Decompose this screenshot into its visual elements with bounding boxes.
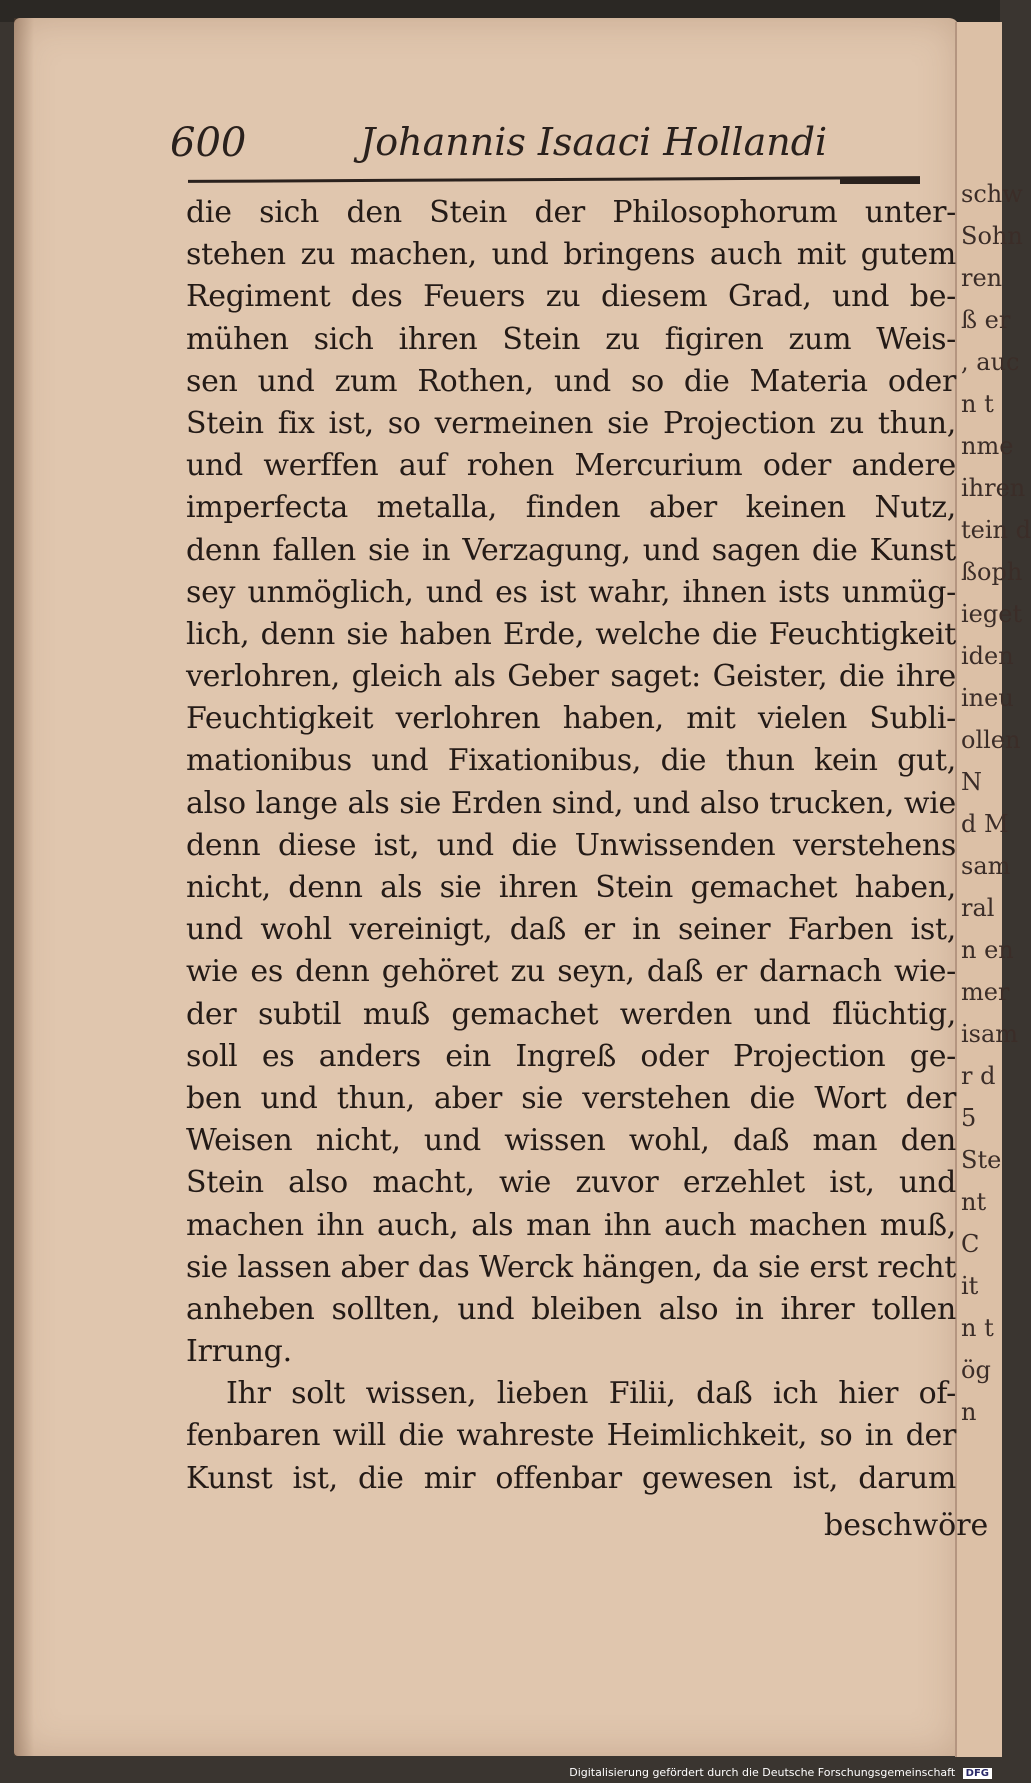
text-line: soll es anders ein Ingreß oder Projection ge- <box>186 1038 956 1074</box>
text-line: und wohl vereinigt, daß er in seiner Farben ist, <box>186 912 956 948</box>
text-line: fenbaren will die wahreste Heimlichkeit, so in der <box>186 1418 956 1454</box>
dfg-logo: DFG <box>963 1768 992 1779</box>
facing-page-fragment: ineu <box>961 684 1014 712</box>
text-line: machen ihn auch, als man ihn auch machen muß, <box>186 1207 956 1243</box>
text-line: Kunst ist, die mir offenbar gewesen ist, darum <box>186 1460 956 1496</box>
text-line: Feuchtigkeit verlohren haben, mit vielen Subli- <box>186 701 956 737</box>
facing-page-fragment: ren <box>961 264 1003 292</box>
facing-page-fragment: n t <box>961 390 994 418</box>
facing-page-fragment: mer <box>961 978 1010 1006</box>
facing-page-fragment: ßoph <box>961 558 1023 586</box>
text-line: anheben sollten, und bleiben also in ihrer tollen <box>186 1291 956 1327</box>
text-line: mühen sich ihren Stein zu figiren zum Weis- <box>186 321 956 357</box>
facing-page-fragment: n t <box>961 1314 994 1342</box>
text-line: Stein also macht, wie zuvor erzehlet ist, und <box>186 1165 956 1201</box>
page-header <box>170 120 930 170</box>
facing-page-edge <box>955 22 1031 1757</box>
text-line: Stein fix ist, so vermeinen sie Projection zu thun, <box>186 405 956 441</box>
facing-page-fragment: nme <box>961 432 1014 460</box>
catchword: beschwöre <box>824 1508 989 1543</box>
text-line: Ihr solt wissen, lieben Filii, daß ich hier of- <box>226 1376 956 1412</box>
text-line: verlohren, gleich als Geber saget: Geister, die ihre <box>186 659 956 695</box>
facing-page-fragment: Ste <box>961 1146 1002 1174</box>
digitization-credit <box>569 1766 992 1779</box>
text-line: ben und thun, aber sie verstehen die Wort der <box>186 1080 956 1116</box>
text-line: denn fallen sie in Verzagung, und sagen die Kunst <box>186 532 956 568</box>
page-number: 600 <box>170 120 247 166</box>
text-line: der subtil muß gemachet werden und flüchtig, <box>186 996 956 1032</box>
facing-page-fragment: iden <box>961 642 1014 670</box>
facing-page-fragment: isam <box>961 1020 1019 1048</box>
facing-page-fragment: tein d <box>961 516 1031 544</box>
facing-page-fragment: d M <box>961 810 1009 838</box>
text-line: nicht, denn als sie ihren Stein gemachet haben, <box>186 870 956 905</box>
text-line: lich, denn sie haben Erde, welche die Feuchtigkeit <box>186 616 956 652</box>
facing-page-fragment: ihren <box>961 474 1026 502</box>
text-line: denn diese ist, und die Unwissenden verstehens <box>186 827 956 863</box>
facing-page-fragment: C <box>961 1230 980 1258</box>
facing-page-fragment: r d <box>961 1062 996 1090</box>
facing-page-fragment: N <box>961 768 982 796</box>
text-line: stehen zu machen, und bringens auch mit gutem <box>186 237 956 273</box>
facing-page-fragment: nt <box>961 1188 987 1216</box>
facing-page-fragment: , auc <box>961 348 1020 376</box>
facing-page-fragment: n <box>961 1398 977 1426</box>
text-line: imperfecta metalla, finden aber keinen Nutz, <box>186 490 956 526</box>
text-line: Regiment des Feuers zu diesem Grad, und be- <box>186 279 956 315</box>
facing-page-fragment: ß er <box>961 306 1011 334</box>
text-line: sey unmöglich, und es ist wahr, ihnen ists unmüg- <box>186 574 956 610</box>
text-line: sie lassen aber das Werck hängen, da sie erst recht <box>186 1249 956 1285</box>
text-line: Irrung. <box>186 1334 292 1370</box>
facing-page-fragment: 5 <box>961 1104 977 1132</box>
text-line: Weisen nicht, und wissen wohl, daß man den <box>186 1123 956 1159</box>
running-title: Johannis Isaaci Hollandi <box>360 120 828 164</box>
text-line: also lange als sie Erden sind, und also trucken, wie <box>186 785 956 821</box>
facing-page-fragment: ollen <box>961 726 1021 754</box>
facing-page-fragment: ög <box>961 1356 991 1384</box>
facing-page-fragment: ieget <box>961 600 1023 628</box>
body-text <box>186 192 956 1500</box>
credit-text: Digitalisierung gefördert durch die Deutsche Forschungsgemeinschaft <box>569 1766 956 1779</box>
facing-page-fragment: it <box>961 1272 979 1300</box>
text-line: wie es denn gehöret zu seyn, daß er darnach wie- <box>186 954 956 990</box>
facing-page-fragment: sam <box>961 852 1011 880</box>
facing-page-fragment: ral <box>961 894 995 922</box>
text-line: mationibus und Fixationibus, die thun kein gut, <box>186 743 956 779</box>
header-rule-dash <box>840 178 920 184</box>
text-line: die sich den Stein der Philosophorum unter- <box>186 195 956 230</box>
text-line: und werffen auf rohen Mercurium oder andere <box>186 448 956 484</box>
facing-page-fragment: Sohn <box>961 222 1023 250</box>
text-line: sen und zum Rothen, und so die Materia oder <box>186 363 956 399</box>
facing-page-fragment: schw <box>961 180 1023 208</box>
facing-page-fragment: n en <box>961 936 1014 964</box>
